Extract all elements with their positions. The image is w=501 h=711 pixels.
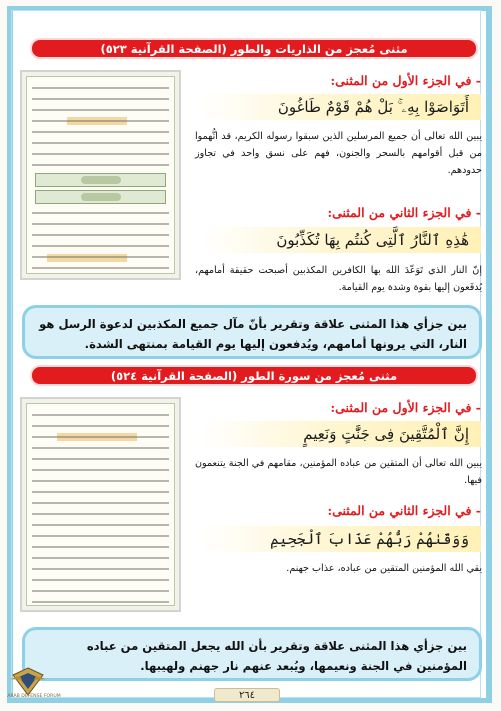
page-number: ٢٦٤ [214, 688, 280, 702]
mushaf-surah-header [35, 190, 166, 204]
section-2-part-2-explanation: يقي الله المؤمنين المتقين من عباده، عذاب جهنم. [286, 563, 482, 574]
section-1-part-1-explanation: يبين الله تعالى أن جميع المرسلين الذين سبقوا رسوله الكريم، قد اتُّهموا من قبل أقوامهم بالسحر والجنون، فهم على نسق واحد في تجاوز حدودهم. [195, 131, 482, 176]
section-2-part-1-heading: - في الجزء الأول من المثنى: [330, 400, 481, 415]
section-1-part-2-explanation: إنّ النار الذي تَوَعّدَ الله بها الكافرين المكذبين أصبحت حقيقة أمامهم، يُدفَعون إليها بقوة وشدة يوم القيامة. [195, 265, 482, 293]
section-2-part-2-verse: وَوَقَىٰهُمْ رَبُّهُمْ عَذَابَ ٱلْجَحِيمِ [200, 526, 481, 552]
section-1-summary-box: بين جزأي هذا المثنى علاقة وتقرير بأنّ مآل جميع المكذبين لدعوة الرسل هو النار، التي يرونها أمامهم، ويُدفعون إليها يوم القيامة بمنتهى الشدة. [22, 305, 482, 359]
section-2-summary-box: بين جزأي هذا المثنى علاقة وتقرير بأن الله يجعل المتقين من عباده المؤمنين في الجنة ونعيمها، ويُبعد عنهم نار جهنم ولهيبها. [22, 627, 482, 681]
section-2-part-2-heading: - في الجزء الثاني من المثنى: [327, 503, 481, 518]
section-1-part-1-verse: أَتَوَاصَوْا بِهِۦ ۚ بَلْ هُمْ قَوْمٌ طَاغُونَ [200, 94, 481, 120]
section-2-title: مثنى مُعجز من سورة الطور (الصفحة القرآنية ٥٢٤) [30, 365, 478, 386]
section-1-part-2-verse: هَٰذِهِ ٱلنَّارُ ٱلَّتِى كُنتُم بِهَا تُكَذِّبُونَ [200, 227, 481, 253]
mushaf-page-523-image [20, 70, 181, 280]
section-1-part-2-heading: - في الجزء الثاني من المثنى: [327, 205, 481, 220]
mushaf-page-524-image [20, 397, 181, 612]
forum-logo-caption: ARAB DEFENSE FORUM [7, 694, 61, 699]
section-2-part-1-explanation: يبين الله تعالى أن المتقين من عباده المؤمنين، مقامهم في الجنة يتنعمون فيها. [195, 458, 482, 486]
mushaf-ornament-bar [35, 173, 166, 187]
section-2-part-1-verse: إِنَّ ٱلْمُتَّقِينَ فِى جَنَّٰتٍ وَنَعِيمٍ [200, 421, 481, 447]
section-1-title: مثنى مُعجز من الذاريات والطور (الصفحة القرآنية ٥٢٣) [30, 38, 478, 59]
mushaf-page-frame [26, 76, 175, 274]
section-1-part-1-heading: - في الجزء الأول من المثنى: [330, 73, 481, 88]
mushaf-page-frame [26, 403, 175, 606]
